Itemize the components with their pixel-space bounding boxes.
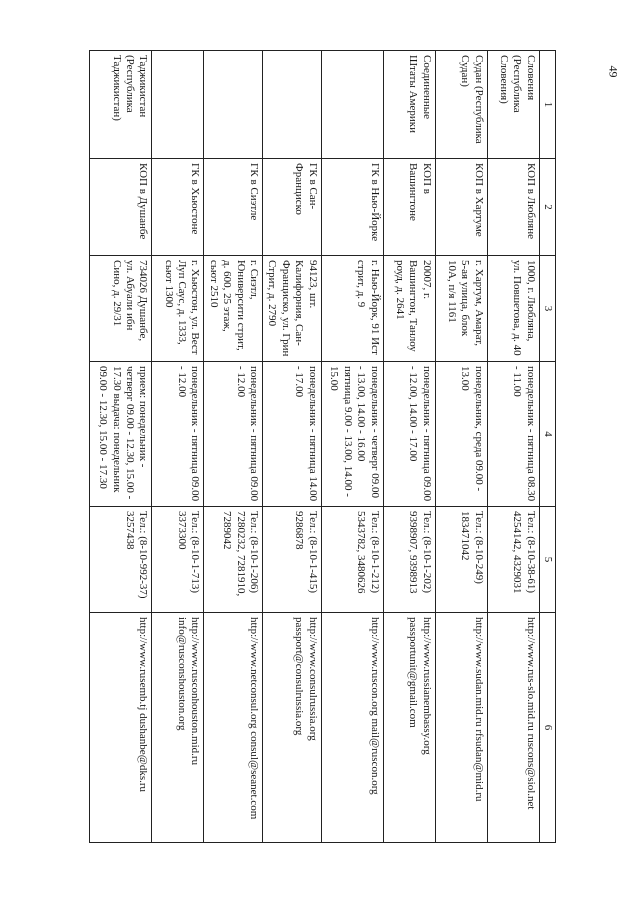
country-cell bbox=[262, 51, 321, 159]
mission-cell: КОП в Любляне bbox=[487, 159, 539, 256]
address-cell: г. Хьюстон, ул. Вест Луп Саус, д. 1333, сьют 1300 bbox=[152, 256, 204, 362]
phone-cell: Тел.: (8-10-249) 183471042 bbox=[435, 507, 487, 613]
phone-cell: Тел.: (8-10-1-202) 9398907, 9398913 bbox=[383, 507, 435, 613]
column-header: 4 bbox=[539, 362, 555, 507]
table-row bbox=[383, 51, 435, 843]
mission-cell: ГК в Хьюстоне bbox=[152, 159, 204, 256]
mission-cell: ГК в Нью-Йорке bbox=[321, 159, 383, 256]
country-cell bbox=[152, 51, 204, 159]
mission-cell: КОП в Вашингтоне bbox=[383, 159, 435, 256]
phone-cell: Тел.: (8-10-992-37) 3257438 bbox=[90, 507, 152, 613]
web-email-cell: http://www.rusconhouston.mid.ru info@rusconshouston.org bbox=[152, 613, 204, 843]
header-row bbox=[539, 51, 555, 843]
web-email-cell: http://www.rus-slo.mid.ru ruscons@siol.net bbox=[487, 613, 539, 843]
rotated-table-container bbox=[86, 50, 556, 842]
mission-cell: КОП в Душанбе bbox=[90, 159, 152, 256]
mission-cell: КОП в Хартуме bbox=[435, 159, 487, 256]
web-email-cell: http://www.rusemb.tj dushanbe@dks.ru bbox=[90, 613, 152, 843]
phone-cell: Тел.: (8-10-1-212) 5343782, 3480626 bbox=[321, 507, 383, 613]
address-cell: 20007, г. Вашингтон, Танлоу роуд, д. 2641 bbox=[383, 256, 435, 362]
address-cell: 94123, шт. Калифорния, Сан-Франциско, ул. Грин Стрит, д. 2790 bbox=[262, 256, 321, 362]
hours-cell: прием: понедельник - четверг 09.00 - 12.30, 15.00 - 17.30 выдача: понедельник 09.00 - 12.30, 15.00 - 17.30 bbox=[90, 362, 152, 507]
web-email-cell: http://www.sudan.mid.ru rfsudan@mid.ru bbox=[435, 613, 487, 843]
address-cell: г. Сиэтл, Юниверсити стрит, д. 600, 25 этаж, сьют 2510 bbox=[204, 256, 263, 362]
hours-cell: понедельник - пятница 14.00 - 17.00 bbox=[262, 362, 321, 507]
consulates-table bbox=[89, 50, 556, 843]
table-row bbox=[321, 51, 383, 843]
address-cell: г. Хартум, Амарат, 5-ая улица, блок 10А, п/я 1161 bbox=[435, 256, 487, 362]
phone-cell: Тел.: (8-10-1-415) 9286878 bbox=[262, 507, 321, 613]
country-cell bbox=[321, 51, 383, 159]
address-cell: г. Нью-Йорк, 91 Ист стрит, д. 9 bbox=[321, 256, 383, 362]
table-row bbox=[435, 51, 487, 843]
hours-cell: понедельник - пятница 08.30 - 11.00 bbox=[487, 362, 539, 507]
phone-cell: Тел.: (8-10-1-713) 3373300 bbox=[152, 507, 204, 613]
web-email-cell: http://www.russianembassy.org passportunit@gmail.com bbox=[383, 613, 435, 843]
column-header: 2 bbox=[539, 159, 555, 256]
country-cell: Судан (Республика Судан) bbox=[435, 51, 487, 159]
table-row bbox=[90, 51, 152, 843]
phone-cell: Тел.: (8-10-1-206) 7280232, 7281910, 7289042 bbox=[204, 507, 263, 613]
web-email-cell: http://www.ruscon.org mail@ruscon.org bbox=[321, 613, 383, 843]
address-cell: 1000, г. Любляна, ул. Повшетова, д. 40 bbox=[487, 256, 539, 362]
column-header: 6 bbox=[539, 613, 555, 843]
hours-cell: понедельник, среда 09.00 - 13.00 bbox=[435, 362, 487, 507]
mission-cell: ГК в Сиэтле bbox=[204, 159, 263, 256]
phone-cell: Тел.: (8-10-38-61) 4254142, 4329031 bbox=[487, 507, 539, 613]
web-email-cell: http://www.consulrussia.org passport@consulrussia.org bbox=[262, 613, 321, 843]
address-cell: 734026 Душанбе, ул. Абуали ибн Сино, д. 29/31 bbox=[90, 256, 152, 362]
table-row bbox=[487, 51, 539, 843]
column-header: 3 bbox=[539, 256, 555, 362]
column-header: 1 bbox=[539, 51, 555, 159]
hours-cell: понедельник - пятница 09.00 - 12.00 bbox=[204, 362, 263, 507]
column-header: 5 bbox=[539, 507, 555, 613]
table-row bbox=[152, 51, 204, 843]
hours-cell: понедельник - пятница 09.00 - 12.00, 14.00 - 17.00 bbox=[383, 362, 435, 507]
hours-cell: понедельник - пятница 09.00 - 12.00 bbox=[152, 362, 204, 507]
table-row bbox=[204, 51, 263, 843]
country-cell bbox=[204, 51, 263, 159]
mission-cell: ГК в Сан-Франциско bbox=[262, 159, 321, 256]
country-cell: Соединенные Штаты Америки bbox=[383, 51, 435, 159]
country-cell: Словения (Республика Словения) bbox=[487, 51, 539, 159]
country-cell: Таджикистан (Республика Таджикистан) bbox=[90, 51, 152, 159]
web-email-cell: http://www.netconsul.org consul@seanet.com bbox=[204, 613, 263, 843]
table-row bbox=[262, 51, 321, 843]
page-number: 49 bbox=[606, 65, 621, 78]
hours-cell: понедельник - четверг 09.00 - 13.00, 14.00 - 16.00 пятница 9.00 - 13.00, 14.00 - 15.00 bbox=[321, 362, 383, 507]
